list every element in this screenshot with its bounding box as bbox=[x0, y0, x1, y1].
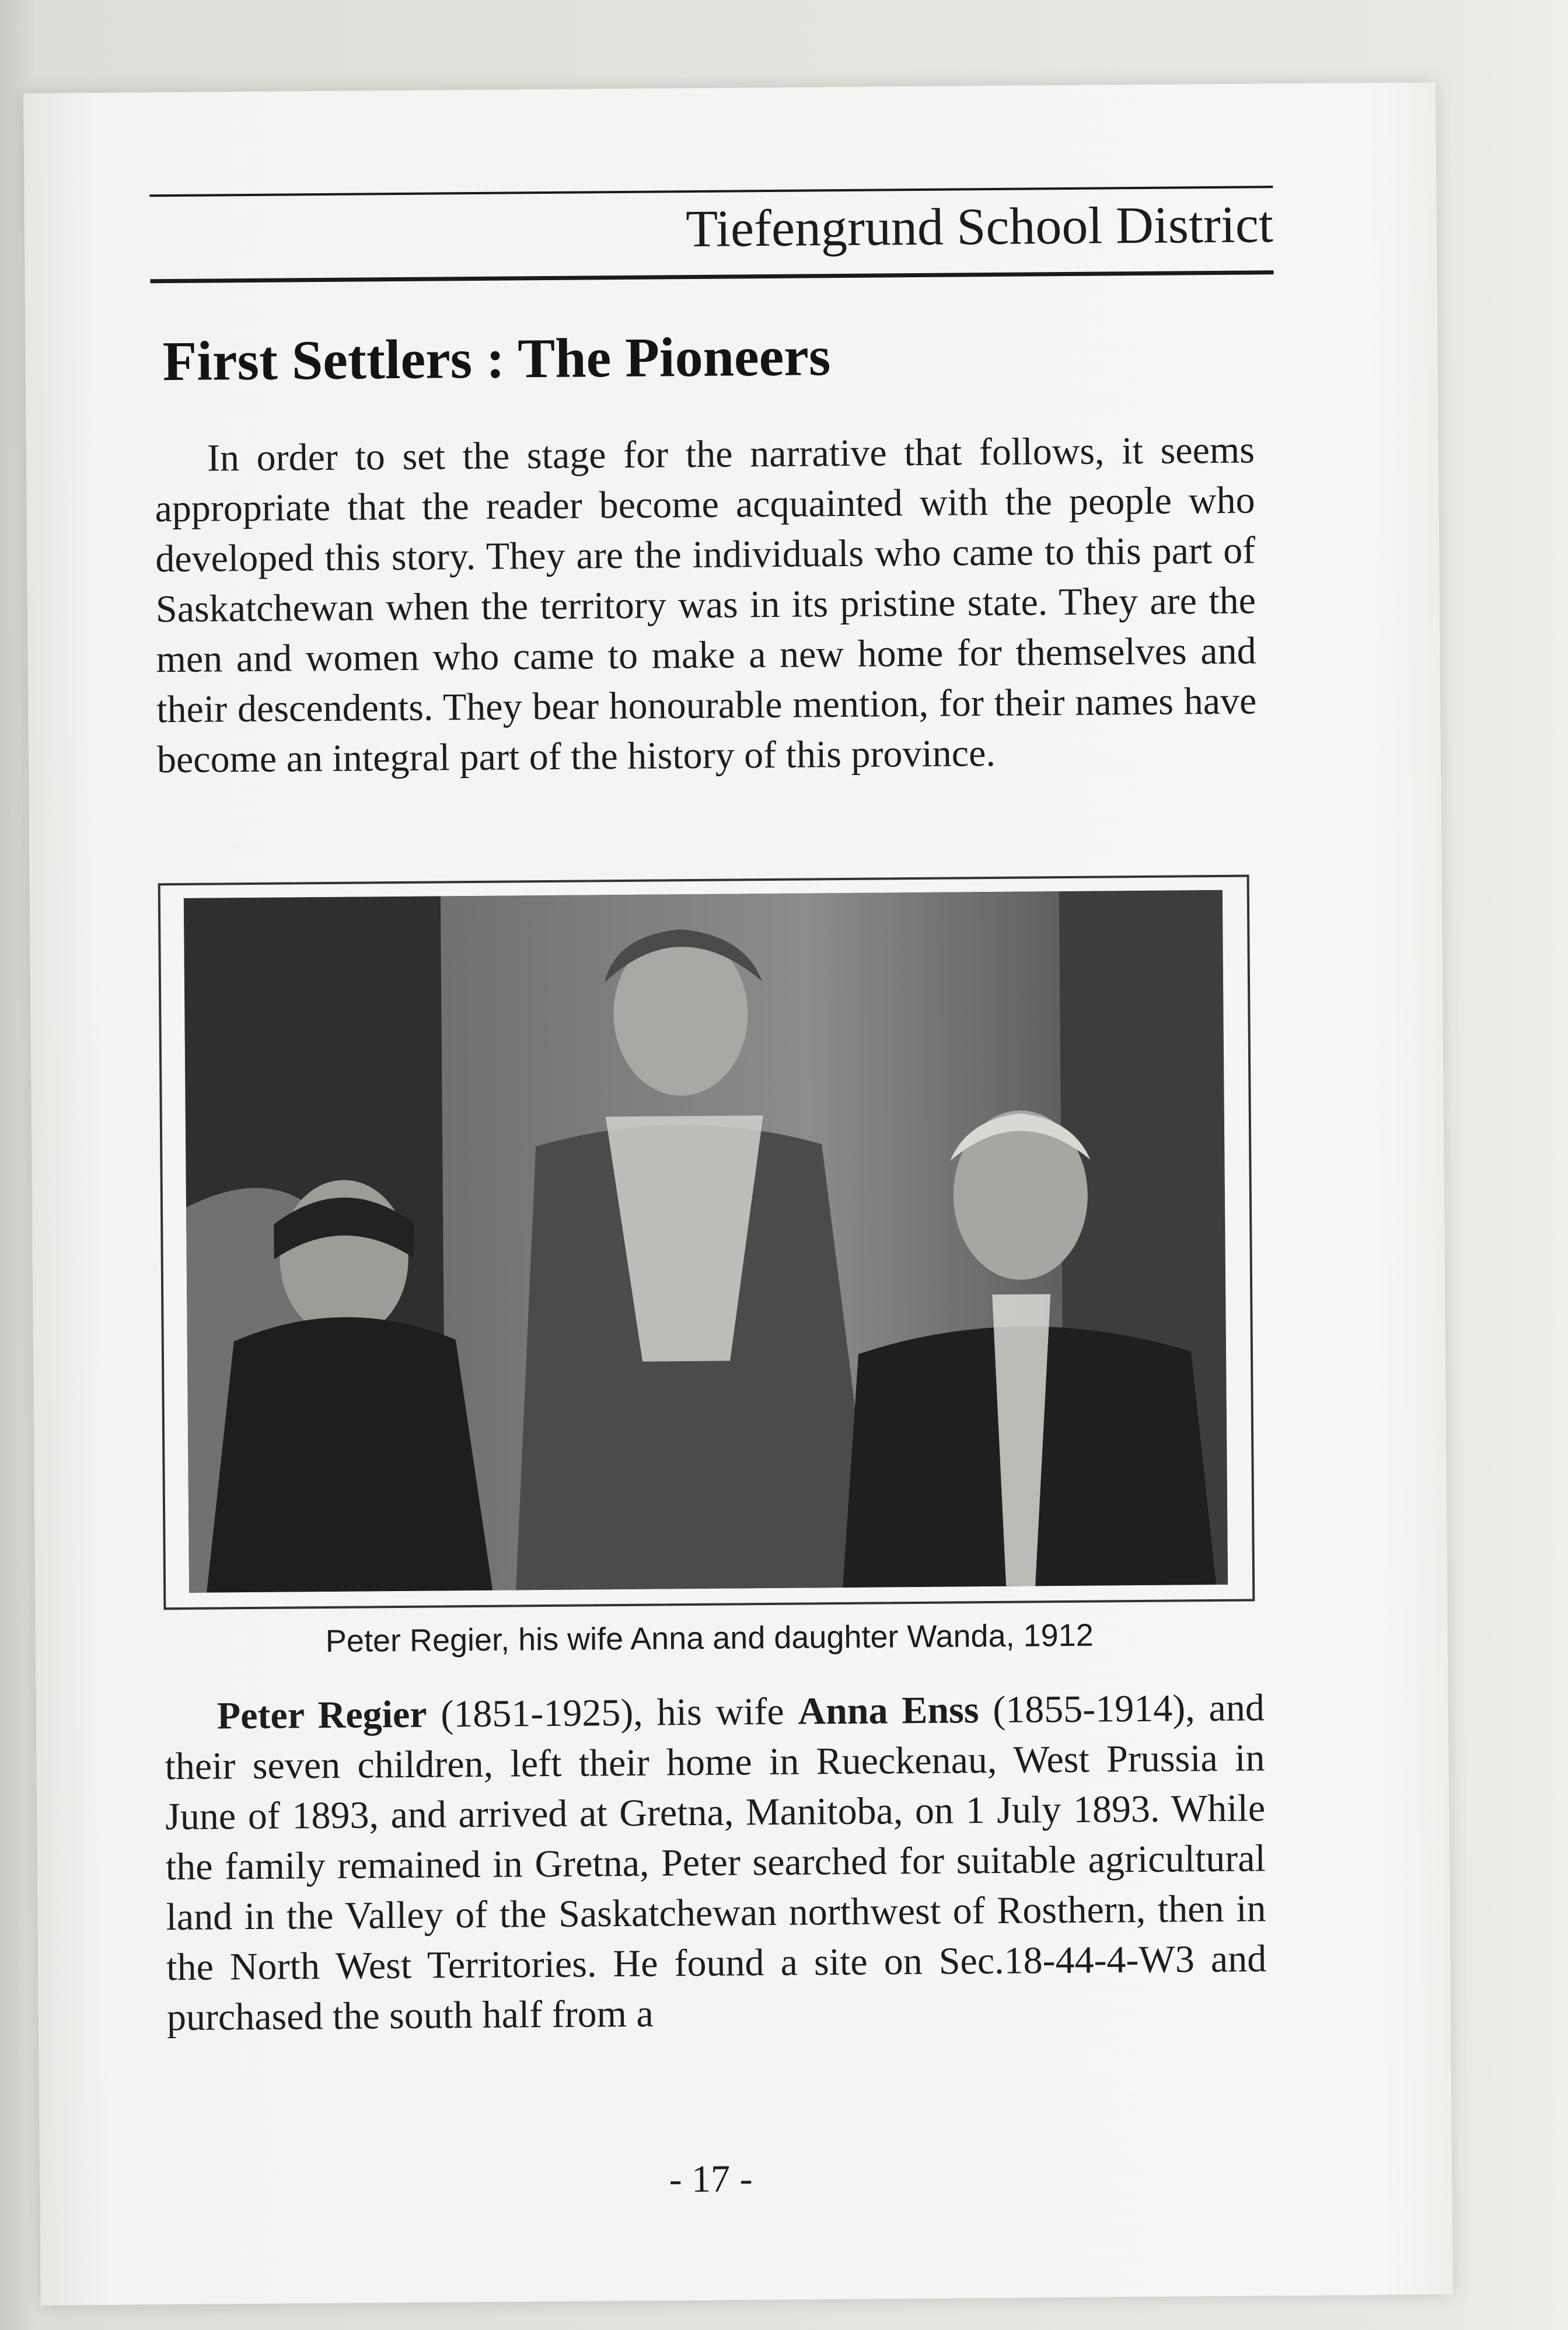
page-number: - 17 - bbox=[669, 2157, 753, 2201]
settler-name: Peter Regier bbox=[216, 1693, 427, 1738]
photo-caption: Peter Regier, his wife Anna and daughter Wanda, 1912 bbox=[325, 1617, 1094, 1659]
settler-dates: (1851-1925), his wife bbox=[427, 1690, 798, 1736]
photo-frame bbox=[158, 875, 1255, 1610]
intro-paragraph: In order to set the stage for the narrative that follows, it seems appropriate that the reader become acquainted with the people who developed this story. They are the individuals who came to this part of Saskatchewan when the territory was in its pristine state. They are the men and women who came to make a new home for themselves and their descendents. They bear honourable mention, for their names have become an integral part of the history of this province. bbox=[155, 428, 1257, 782]
header-rule-bottom bbox=[151, 270, 1274, 283]
book-page bbox=[23, 82, 1453, 2305]
wife-name: Anna Enss bbox=[798, 1689, 979, 1733]
header-rule-top bbox=[149, 186, 1273, 197]
body-text: (1855-1914), and their seven children, left their home in Rueckenau, West Prussia in June of 1893, and arrived at Gretna, Manitoba, on 1 July 1893. While the family remained in Gretna, Peter searched for suitable agricultural land in the Valley of the Saskatchewan northwest of Rosthern, then in the North West Territories. He found a site on Sec.18-44-4-W3 and purchased the south half from a bbox=[165, 1686, 1267, 2039]
running-header: Tiefengrund School District bbox=[685, 196, 1274, 259]
body-paragraph bbox=[165, 1683, 1267, 2043]
family-photograph bbox=[184, 890, 1228, 1593]
section-title: First Settlers : The Pioneers bbox=[162, 325, 831, 393]
